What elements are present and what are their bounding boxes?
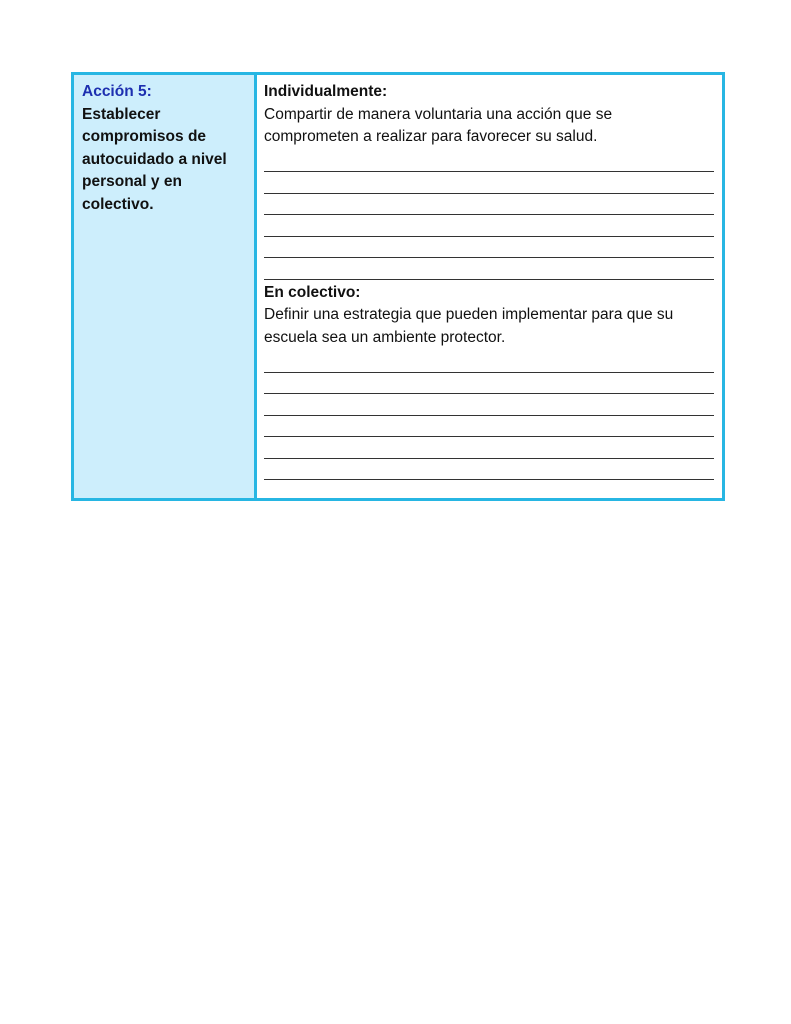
answer-line[interactable] (264, 151, 714, 173)
answer-line[interactable] (264, 437, 714, 459)
answer-line[interactable] (264, 258, 714, 280)
answer-line[interactable] (264, 194, 714, 216)
collective-prompt: Definir una estrategia que pueden implementar para que su escuela sea un ambiente protector. (264, 306, 674, 346)
answer-line[interactable] (264, 351, 714, 373)
answer-line[interactable] (264, 215, 714, 237)
activity-cell (257, 75, 722, 498)
action-label: Acción 5: (82, 83, 152, 100)
individual-title: Individualmente: (264, 83, 388, 100)
answer-line[interactable] (264, 237, 714, 259)
action-cell (74, 75, 257, 498)
answer-line[interactable] (264, 394, 714, 416)
answer-line[interactable] (264, 373, 714, 395)
answer-line[interactable] (264, 459, 714, 481)
collective-section (264, 282, 714, 481)
individual-answer-lines[interactable] (264, 151, 714, 280)
individual-section (264, 81, 714, 280)
answer-line[interactable] (264, 172, 714, 194)
action-description: Establecer compromisos de autocuidado a nivel personal y en colectivo. (82, 105, 227, 213)
collective-title: En colectivo: (264, 283, 361, 301)
answer-line[interactable] (264, 416, 714, 438)
collective-answer-lines[interactable] (264, 351, 714, 480)
action-table (71, 72, 725, 501)
individual-prompt: Compartir de manera voluntaria una acción que se comprometen a realizar para favorecer su salud. (264, 105, 613, 145)
